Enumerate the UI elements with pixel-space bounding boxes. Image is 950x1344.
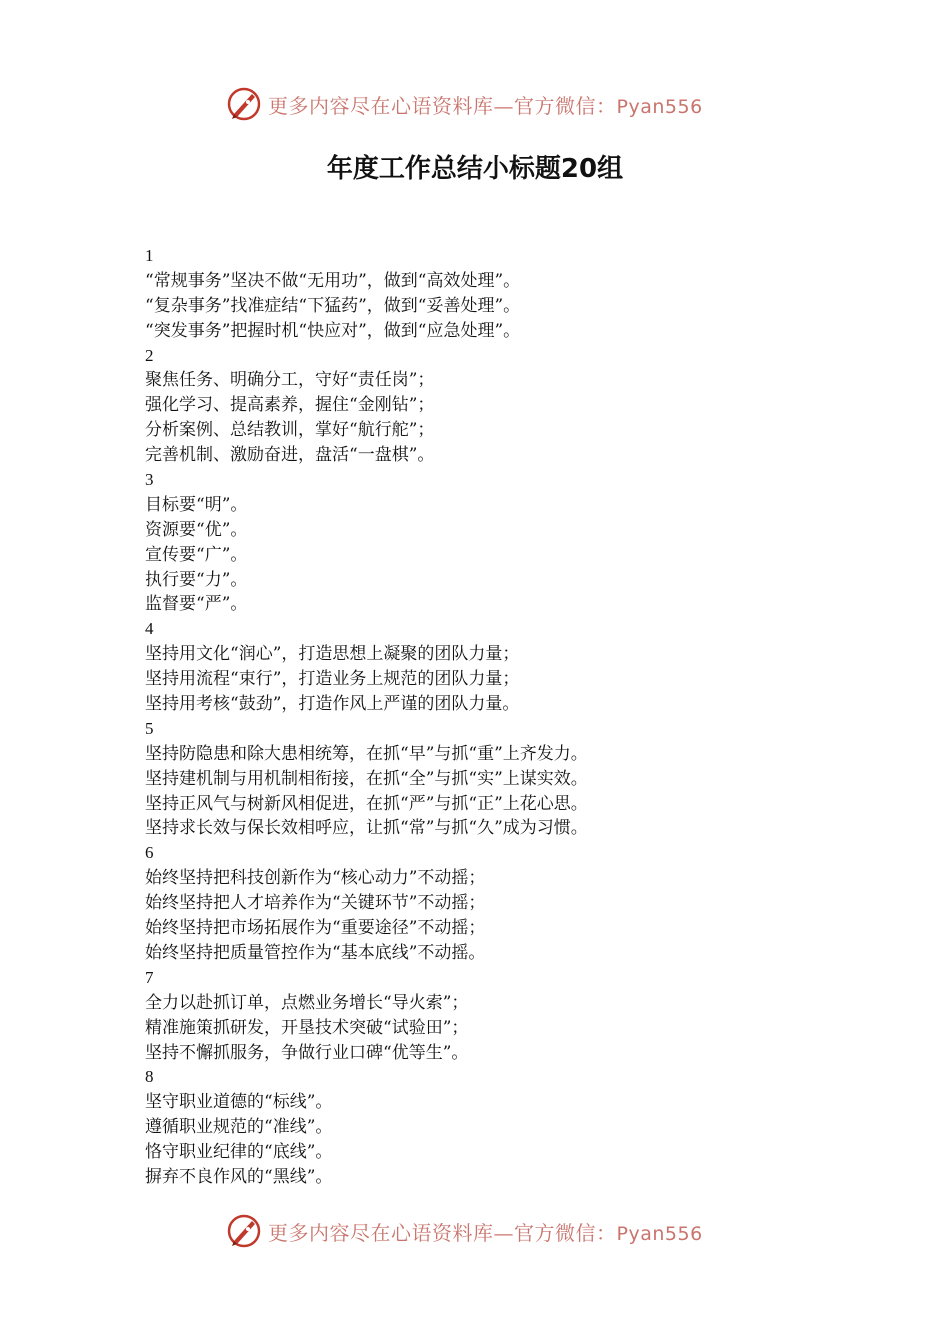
pen-logo-icon — [226, 86, 262, 122]
pen-logo-icon — [226, 1213, 262, 1249]
section-number: 8 — [145, 1067, 154, 1087]
section-line: 遵循职业规范的“准线”。 — [145, 1117, 333, 1138]
section-number: 1 — [145, 246, 154, 265]
banner-text: 更多内容尽在心语资料库—官方微信：Pyan556 — [268, 93, 703, 118]
section-line: 目标要“明”。 — [145, 494, 248, 515]
section-number: 5 — [145, 718, 154, 738]
section-line: 聚焦任务、明确分工，守好“责任岗”； — [145, 370, 435, 391]
section-line: 始终坚持把人才培养作为“关键环节”不动摇； — [145, 893, 486, 914]
section-line: “突发事务”把握时机“快应对”，做到“应急处理”。 — [145, 320, 521, 341]
section-number: 2 — [145, 345, 154, 365]
section-line: 完善机制、激励奋进，盘活“一盘棋”。 — [145, 445, 435, 466]
section-line: 坚持求长效与保长效相呼应，让抓“常”与抓“久”成为习惯。 — [145, 818, 588, 839]
footer-watermark-banner — [226, 1211, 726, 1251]
section-line: 资源要“优”。 — [145, 519, 248, 540]
section-line: 始终坚持把市场拓展作为“重要途径”不动摇； — [145, 918, 486, 939]
section-line: “常规事务”坚决不做“无用功”，做到“高效处理”。 — [145, 270, 521, 291]
document-body — [145, 244, 845, 1190]
section-line: 分析案例、总结教训，掌好“航行舵”； — [145, 420, 435, 441]
document-title: 年度工作总结小标题20组 — [326, 154, 624, 184]
section-line: 执行要“力”。 — [145, 569, 248, 590]
section-line: 摒弃不良作风的“黑线”。 — [145, 1166, 333, 1187]
section-line: 坚持用文化“润心”，打造思想上凝聚的团队力量； — [145, 644, 520, 665]
section-line: 坚守职业道德的“标线”。 — [145, 1092, 333, 1113]
section-line: 坚持用考核“鼓劲”，打造作风上严谨的团队力量。 — [145, 694, 520, 715]
section-line: 坚持建机制与用机制相衔接，在抓“全”与抓“实”上谋实效。 — [145, 768, 588, 789]
section-line: 坚持不懈抓服务，争做行业口碑“优等生”。 — [145, 1042, 469, 1063]
section-line: 坚持正风气与树新风相促进，在抓“严”与抓“正”上花心思。 — [145, 793, 588, 814]
section-line: 始终坚持把质量管控作为“基本底线”不动摇。 — [145, 942, 486, 963]
section-line: 坚持用流程“束行”，打造业务上规范的团队力量； — [145, 669, 520, 690]
section-number: 3 — [145, 470, 154, 490]
section-number: 7 — [145, 967, 154, 987]
section-line: 精准施策抓研发，开垦技术突破“试验田”； — [145, 1017, 469, 1038]
section-line: 强化学习、提高素养，握住“金刚钻”； — [145, 395, 435, 416]
banner-text: 更多内容尽在心语资料库—官方微信：Pyan556 — [268, 1220, 703, 1245]
section-line: “复杂事务”找准症结“下猛药”，做到“妥善处理”。 — [145, 295, 521, 316]
section-line: 监督要“严”。 — [145, 594, 248, 615]
section-line: 宣传要“广”。 — [145, 544, 248, 565]
section-line: 坚持防隐患和除大患相统筹，在抓“早”与抓“重”上齐发力。 — [145, 743, 588, 764]
section-number: 6 — [145, 843, 154, 863]
header-watermark-banner — [226, 84, 726, 124]
section-line: 始终坚持把科技创新作为“核心动力”不动摇； — [145, 868, 486, 889]
section-line: 恪守职业纪律的“底线”。 — [145, 1142, 333, 1163]
section-number: 4 — [145, 619, 154, 639]
section-line: 全力以赴抓订单，点燃业务增长“导火索”； — [145, 992, 469, 1013]
